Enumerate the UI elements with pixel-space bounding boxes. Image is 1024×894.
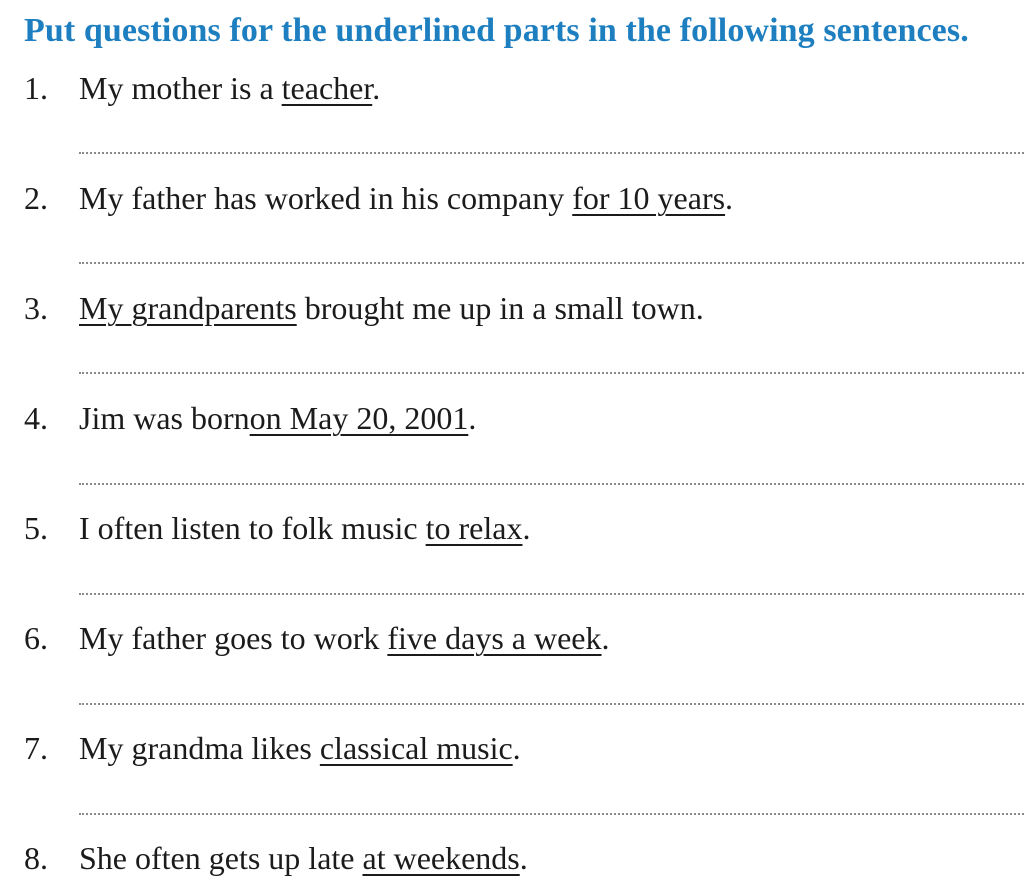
sentence-text: .	[601, 620, 610, 656]
item-number: 7.	[24, 730, 48, 766]
answer-line-7[interactable]	[79, 813, 1024, 815]
answer-line-2[interactable]	[79, 262, 1024, 264]
sentence-text: I often listen to folk music	[79, 510, 426, 546]
answer-line-4[interactable]	[79, 483, 1024, 485]
answer-line-5[interactable]	[79, 593, 1024, 595]
sentence-text: .	[522, 510, 531, 546]
sentence-text: .	[519, 840, 528, 876]
sentence-text: My mother is a	[79, 70, 282, 106]
sentence-text: She often gets up late	[79, 840, 363, 876]
sentence-text: .	[512, 730, 521, 766]
item-sentence	[79, 290, 704, 327]
sentence-text: .	[468, 400, 477, 436]
item-sentence	[79, 620, 610, 657]
item-number: 2.	[24, 180, 48, 216]
answer-line-3[interactable]	[79, 372, 1024, 374]
underlined-part: classical music	[319, 730, 513, 766]
item-number: 4.	[24, 400, 48, 436]
answer-line-6[interactable]	[79, 703, 1024, 705]
underlined-part: five days a week	[387, 620, 602, 656]
item-number: 5.	[24, 510, 48, 546]
sentence-text: My father goes to work	[79, 620, 388, 656]
item-number: 8.	[24, 840, 48, 876]
sentence-text: My father has worked in his company	[79, 180, 573, 216]
item-number: 6.	[24, 620, 48, 656]
item-number: 1.	[24, 70, 48, 106]
item-sentence	[79, 730, 521, 767]
underlined-part: for 10 years	[572, 180, 726, 216]
sentence-text: .	[372, 70, 381, 106]
underlined-part: at weekends	[362, 840, 520, 876]
underlined-part: to relax	[425, 510, 523, 546]
answer-line-1[interactable]	[79, 152, 1024, 154]
instruction-heading: Put questions for the underlined parts in the following sentences.	[24, 12, 969, 49]
sentence-text: My grandma likes	[79, 730, 320, 766]
item-sentence	[79, 510, 530, 547]
underlined-part: teacher	[281, 70, 373, 106]
item-number: 3.	[24, 290, 48, 326]
item-sentence	[79, 70, 380, 107]
item-sentence	[79, 180, 733, 217]
underlined-part: My grandparents	[79, 290, 297, 326]
item-sentence	[79, 840, 528, 877]
item-sentence	[79, 400, 476, 437]
underlined-part: on May 20, 2001	[249, 400, 469, 436]
sentence-text: brought me up in a small town.	[296, 290, 704, 326]
sentence-text: Jim was born	[79, 400, 250, 436]
sentence-text: .	[725, 180, 734, 216]
